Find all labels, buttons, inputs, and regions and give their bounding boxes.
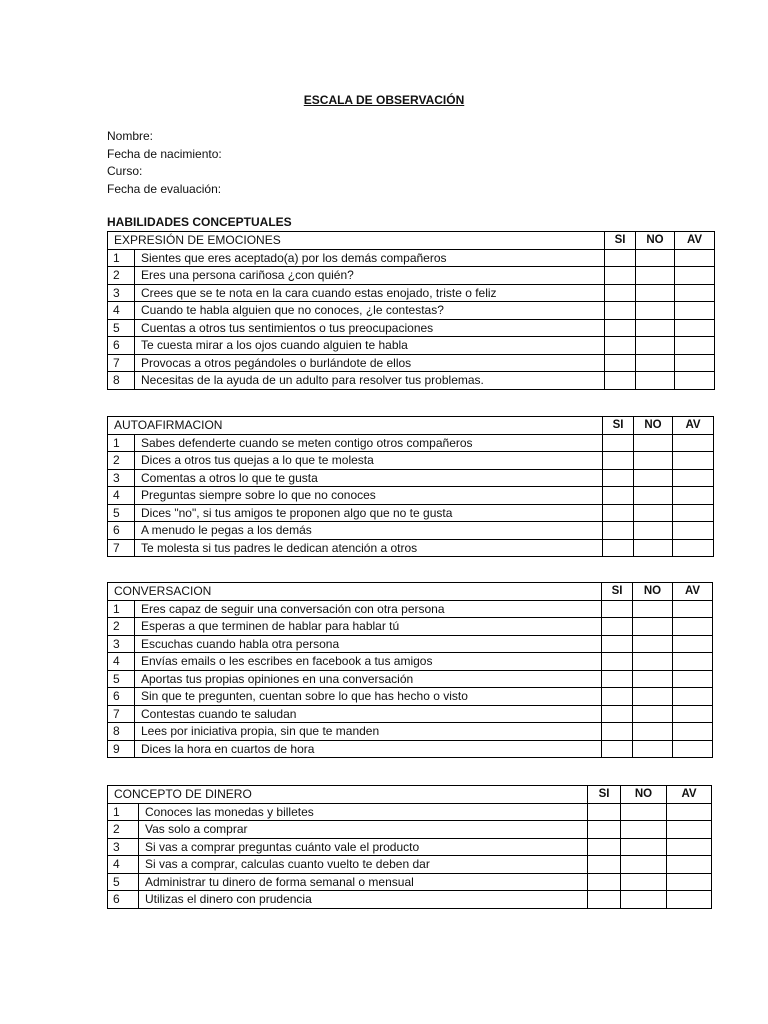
answer-cell-av[interactable]	[673, 539, 714, 557]
item-number: 8	[108, 372, 135, 390]
answer-cell-si[interactable]	[588, 821, 621, 839]
table-row	[108, 469, 714, 487]
item-number: 6	[108, 891, 139, 909]
item-question: Utilizas el dinero con prudencia	[139, 891, 588, 909]
table-title: CONVERSACION	[108, 583, 602, 601]
item-number: 9	[108, 740, 135, 758]
field-fecha-evaluacion: Fecha de evaluación:	[107, 181, 222, 196]
item-number: 3	[108, 635, 135, 653]
answer-cell-si[interactable]	[605, 249, 636, 267]
answer-cell-si[interactable]	[603, 522, 634, 540]
column-header-si: SI	[605, 232, 636, 250]
item-number: 3	[108, 284, 135, 302]
item-question: Conoces las monedas y billetes	[139, 803, 588, 821]
observation-table	[107, 582, 713, 758]
answer-cell-av[interactable]	[667, 873, 712, 891]
field-nombre: Nombre:	[107, 129, 154, 143]
item-number: 2	[108, 618, 135, 636]
table-row	[108, 688, 713, 706]
answer-cell-no[interactable]	[636, 372, 675, 390]
answer-cell-si[interactable]	[588, 838, 621, 856]
item-number: 4	[108, 653, 135, 671]
item-question: Te molesta si tus padres le dedican atención a otros	[135, 539, 603, 557]
table-title: AUTOAFIRMACION	[108, 417, 603, 435]
answer-cell-si[interactable]	[588, 803, 621, 821]
field-curso: Curso:	[107, 164, 143, 178]
item-number: 4	[108, 856, 139, 874]
table-header-row	[108, 786, 712, 804]
item-question: Cuando te habla alguien que no conoces, ¿le contestas?	[135, 302, 605, 320]
answer-cell-no[interactable]	[634, 434, 673, 452]
item-question: Si vas a comprar preguntas cuánto vale el producto	[139, 838, 588, 856]
answer-cell-av[interactable]	[673, 705, 713, 723]
item-number: 5	[108, 319, 135, 337]
column-header-no: NO	[633, 583, 673, 601]
table-row	[108, 452, 714, 470]
table-row	[108, 600, 713, 618]
answer-cell-si[interactable]	[602, 723, 633, 741]
item-number: 1	[108, 803, 139, 821]
answer-cell-no[interactable]	[633, 688, 673, 706]
answer-cell-no[interactable]	[633, 740, 673, 758]
answer-cell-no[interactable]	[636, 319, 675, 337]
table-row	[108, 653, 713, 671]
item-question: Administrar tu dinero de forma semanal o mensual	[139, 873, 588, 891]
answer-cell-av[interactable]	[673, 452, 714, 470]
answer-cell-si[interactable]	[602, 740, 633, 758]
item-question: A menudo le pegas a los demás	[135, 522, 603, 540]
answer-cell-no[interactable]	[621, 856, 667, 874]
answer-cell-av[interactable]	[673, 740, 713, 758]
answer-cell-si[interactable]	[605, 319, 636, 337]
answer-cell-av[interactable]	[675, 372, 715, 390]
answer-cell-no[interactable]	[636, 267, 675, 285]
answer-cell-si[interactable]	[605, 372, 636, 390]
student-info	[107, 128, 222, 198]
answer-cell-no[interactable]	[633, 600, 673, 618]
item-number: 4	[108, 302, 135, 320]
item-question: Dices "no", si tus amigos te proponen algo que no te gusta	[135, 504, 603, 522]
answer-cell-av[interactable]	[675, 284, 715, 302]
item-number: 1	[108, 249, 135, 267]
item-number: 8	[108, 723, 135, 741]
answer-cell-av[interactable]	[673, 670, 713, 688]
table-row	[108, 267, 715, 285]
answer-cell-av[interactable]	[673, 653, 713, 671]
answer-cell-si[interactable]	[602, 600, 633, 618]
item-question: Escuchas cuando habla otra persona	[135, 635, 602, 653]
table-row	[108, 372, 715, 390]
answer-cell-av[interactable]	[675, 267, 715, 285]
table-row	[108, 319, 715, 337]
item-question: Eres capaz de seguir una conversación con otra persona	[135, 600, 602, 618]
answer-cell-si[interactable]	[603, 434, 634, 452]
item-number: 1	[108, 600, 135, 618]
table-row	[108, 705, 713, 723]
item-question: Eres una persona cariñosa ¿con quién?	[135, 267, 605, 285]
item-question: Te cuesta mirar a los ojos cuando alguien te habla	[135, 337, 605, 355]
answer-cell-si[interactable]	[605, 267, 636, 285]
answer-cell-si[interactable]	[588, 873, 621, 891]
answer-cell-no[interactable]	[633, 705, 673, 723]
answer-cell-av[interactable]	[667, 856, 712, 874]
item-question: Sientes que eres aceptado(a) por los demás compañeros	[135, 249, 605, 267]
table-row	[108, 723, 713, 741]
answer-cell-av[interactable]	[675, 302, 715, 320]
item-question: Vas solo a comprar	[139, 821, 588, 839]
answer-cell-si[interactable]	[605, 354, 636, 372]
answer-cell-no[interactable]	[634, 487, 673, 505]
table-row	[108, 434, 714, 452]
item-number: 3	[108, 469, 135, 487]
answer-cell-av[interactable]	[673, 600, 713, 618]
answer-cell-av[interactable]	[673, 434, 714, 452]
item-question: Si vas a comprar, calculas cuanto vuelto te deben dar	[139, 856, 588, 874]
table-row	[108, 670, 713, 688]
answer-cell-si[interactable]	[603, 452, 634, 470]
column-header-no: NO	[634, 417, 673, 435]
answer-cell-no[interactable]	[633, 635, 673, 653]
table-row	[108, 821, 712, 839]
item-question: Lees por iniciativa propia, sin que te manden	[135, 723, 602, 741]
answer-cell-no[interactable]	[634, 469, 673, 487]
section-heading: HABILIDADES CONCEPTUALES	[107, 215, 292, 229]
item-question: Esperas a que terminen de hablar para hablar tú	[135, 618, 602, 636]
answer-cell-no[interactable]	[634, 539, 673, 557]
answer-cell-no[interactable]	[633, 653, 673, 671]
table-row	[108, 856, 712, 874]
answer-cell-si[interactable]	[602, 635, 633, 653]
item-question: Provocas a otros pegándoles o burlándote de ellos	[135, 354, 605, 372]
answer-cell-av[interactable]	[673, 618, 713, 636]
observation-table	[107, 231, 715, 390]
answer-cell-av[interactable]	[673, 469, 714, 487]
answer-cell-av[interactable]	[673, 504, 714, 522]
answer-cell-no[interactable]	[636, 284, 675, 302]
item-question: Comentas a otros lo que te gusta	[135, 469, 603, 487]
answer-cell-no[interactable]	[621, 838, 667, 856]
answer-cell-no[interactable]	[636, 354, 675, 372]
item-question: Sabes defenderte cuando se meten contigo otros compañeros	[135, 434, 603, 452]
observation-table	[107, 416, 714, 557]
item-number: 1	[108, 434, 135, 452]
item-question: Cuentas a otros tus sentimientos o tus preocupaciones	[135, 319, 605, 337]
table-title: CONCEPTO DE DINERO	[108, 786, 588, 804]
answer-cell-si[interactable]	[605, 302, 636, 320]
item-number: 6	[108, 337, 135, 355]
answer-cell-si[interactable]	[603, 504, 634, 522]
item-question: Preguntas siempre sobre lo que no conoces	[135, 487, 603, 505]
answer-cell-av[interactable]	[675, 354, 715, 372]
table-row	[108, 302, 715, 320]
answer-cell-av[interactable]	[673, 635, 713, 653]
answer-cell-no[interactable]	[621, 821, 667, 839]
answer-cell-av[interactable]	[675, 319, 715, 337]
answer-cell-si[interactable]	[588, 856, 621, 874]
table-header-row	[108, 417, 714, 435]
table-row	[108, 740, 713, 758]
table-title: EXPRESIÓN DE EMOCIONES	[108, 232, 605, 250]
answer-cell-av[interactable]	[673, 522, 714, 540]
answer-cell-si[interactable]	[602, 653, 633, 671]
table-row	[108, 803, 712, 821]
item-number: 6	[108, 688, 135, 706]
answer-cell-no[interactable]	[633, 723, 673, 741]
table-header-row	[108, 583, 713, 601]
item-number: 3	[108, 838, 139, 856]
column-header-av: AV	[675, 232, 715, 250]
table-row	[108, 838, 712, 856]
answer-cell-si[interactable]	[603, 469, 634, 487]
column-header-si: SI	[602, 583, 633, 601]
column-header-av: AV	[673, 583, 713, 601]
answer-cell-si[interactable]	[603, 539, 634, 557]
table-header-row	[108, 232, 715, 250]
item-question: Sin que te pregunten, cuentan sobre lo que has hecho o visto	[135, 688, 602, 706]
column-header-av: AV	[667, 786, 712, 804]
answer-cell-no[interactable]	[633, 670, 673, 688]
item-number: 2	[108, 452, 135, 470]
answer-cell-no[interactable]	[636, 249, 675, 267]
item-number: 2	[108, 267, 135, 285]
observation-table	[107, 785, 712, 909]
column-header-si: SI	[588, 786, 621, 804]
answer-cell-no[interactable]	[634, 504, 673, 522]
document-title: ESCALA DE OBSERVACIÓN	[303, 93, 465, 107]
answer-cell-si[interactable]	[602, 618, 633, 636]
item-question: Dices la hora en cuartos de hora	[135, 740, 602, 758]
answer-cell-si[interactable]	[602, 688, 633, 706]
item-number: 7	[108, 354, 135, 372]
column-header-si: SI	[603, 417, 634, 435]
table-row	[108, 522, 714, 540]
table-row	[108, 539, 714, 557]
answer-cell-no[interactable]	[633, 618, 673, 636]
item-number: 4	[108, 487, 135, 505]
table-row	[108, 249, 715, 267]
answer-cell-av[interactable]	[673, 487, 714, 505]
item-question: Aportas tus propias opiniones en una conversación	[135, 670, 602, 688]
item-question: Crees que se te nota en la cara cuando estas enojado, triste o feliz	[135, 284, 605, 302]
item-number: 2	[108, 821, 139, 839]
answer-cell-si[interactable]	[605, 284, 636, 302]
table-row	[108, 618, 713, 636]
table-row	[108, 504, 714, 522]
field-fecha-nacimiento: Fecha de nacimiento:	[107, 146, 222, 161]
answer-cell-si[interactable]	[588, 891, 621, 909]
answer-cell-av[interactable]	[675, 337, 715, 355]
item-question: Contestas cuando te saludan	[135, 705, 602, 723]
item-number: 7	[108, 705, 135, 723]
answer-cell-no[interactable]	[634, 522, 673, 540]
answer-cell-no[interactable]	[621, 803, 667, 821]
table-row	[108, 487, 714, 505]
answer-cell-av[interactable]	[673, 723, 713, 741]
answer-cell-si[interactable]	[605, 337, 636, 355]
answer-cell-av[interactable]	[673, 688, 713, 706]
answer-cell-no[interactable]	[621, 891, 667, 909]
answer-cell-no[interactable]	[634, 452, 673, 470]
item-question: Dices a otros tus quejas a lo que te molesta	[135, 452, 603, 470]
answer-cell-av[interactable]	[667, 891, 712, 909]
column-header-av: AV	[673, 417, 714, 435]
table-row	[108, 635, 713, 653]
table-row	[108, 337, 715, 355]
table-row	[108, 891, 712, 909]
answer-cell-av[interactable]	[667, 821, 712, 839]
item-number: 5	[108, 670, 135, 688]
answer-cell-av[interactable]	[675, 249, 715, 267]
table-row	[108, 354, 715, 372]
answer-cell-no[interactable]	[636, 302, 675, 320]
table-row	[108, 873, 712, 891]
answer-cell-no[interactable]	[636, 337, 675, 355]
answer-cell-no[interactable]	[621, 873, 667, 891]
answer-cell-si[interactable]	[602, 670, 633, 688]
answer-cell-si[interactable]	[602, 705, 633, 723]
table-row	[108, 284, 715, 302]
answer-cell-av[interactable]	[667, 803, 712, 821]
item-question: Necesitas de la ayuda de un adulto para resolver tus problemas.	[135, 372, 605, 390]
item-number: 5	[108, 873, 139, 891]
answer-cell-av[interactable]	[667, 838, 712, 856]
column-header-no: NO	[636, 232, 675, 250]
column-header-no: NO	[621, 786, 667, 804]
item-number: 6	[108, 522, 135, 540]
item-number: 7	[108, 539, 135, 557]
answer-cell-si[interactable]	[603, 487, 634, 505]
item-number: 5	[108, 504, 135, 522]
item-question: Envías emails o les escribes en facebook a tus amigos	[135, 653, 602, 671]
